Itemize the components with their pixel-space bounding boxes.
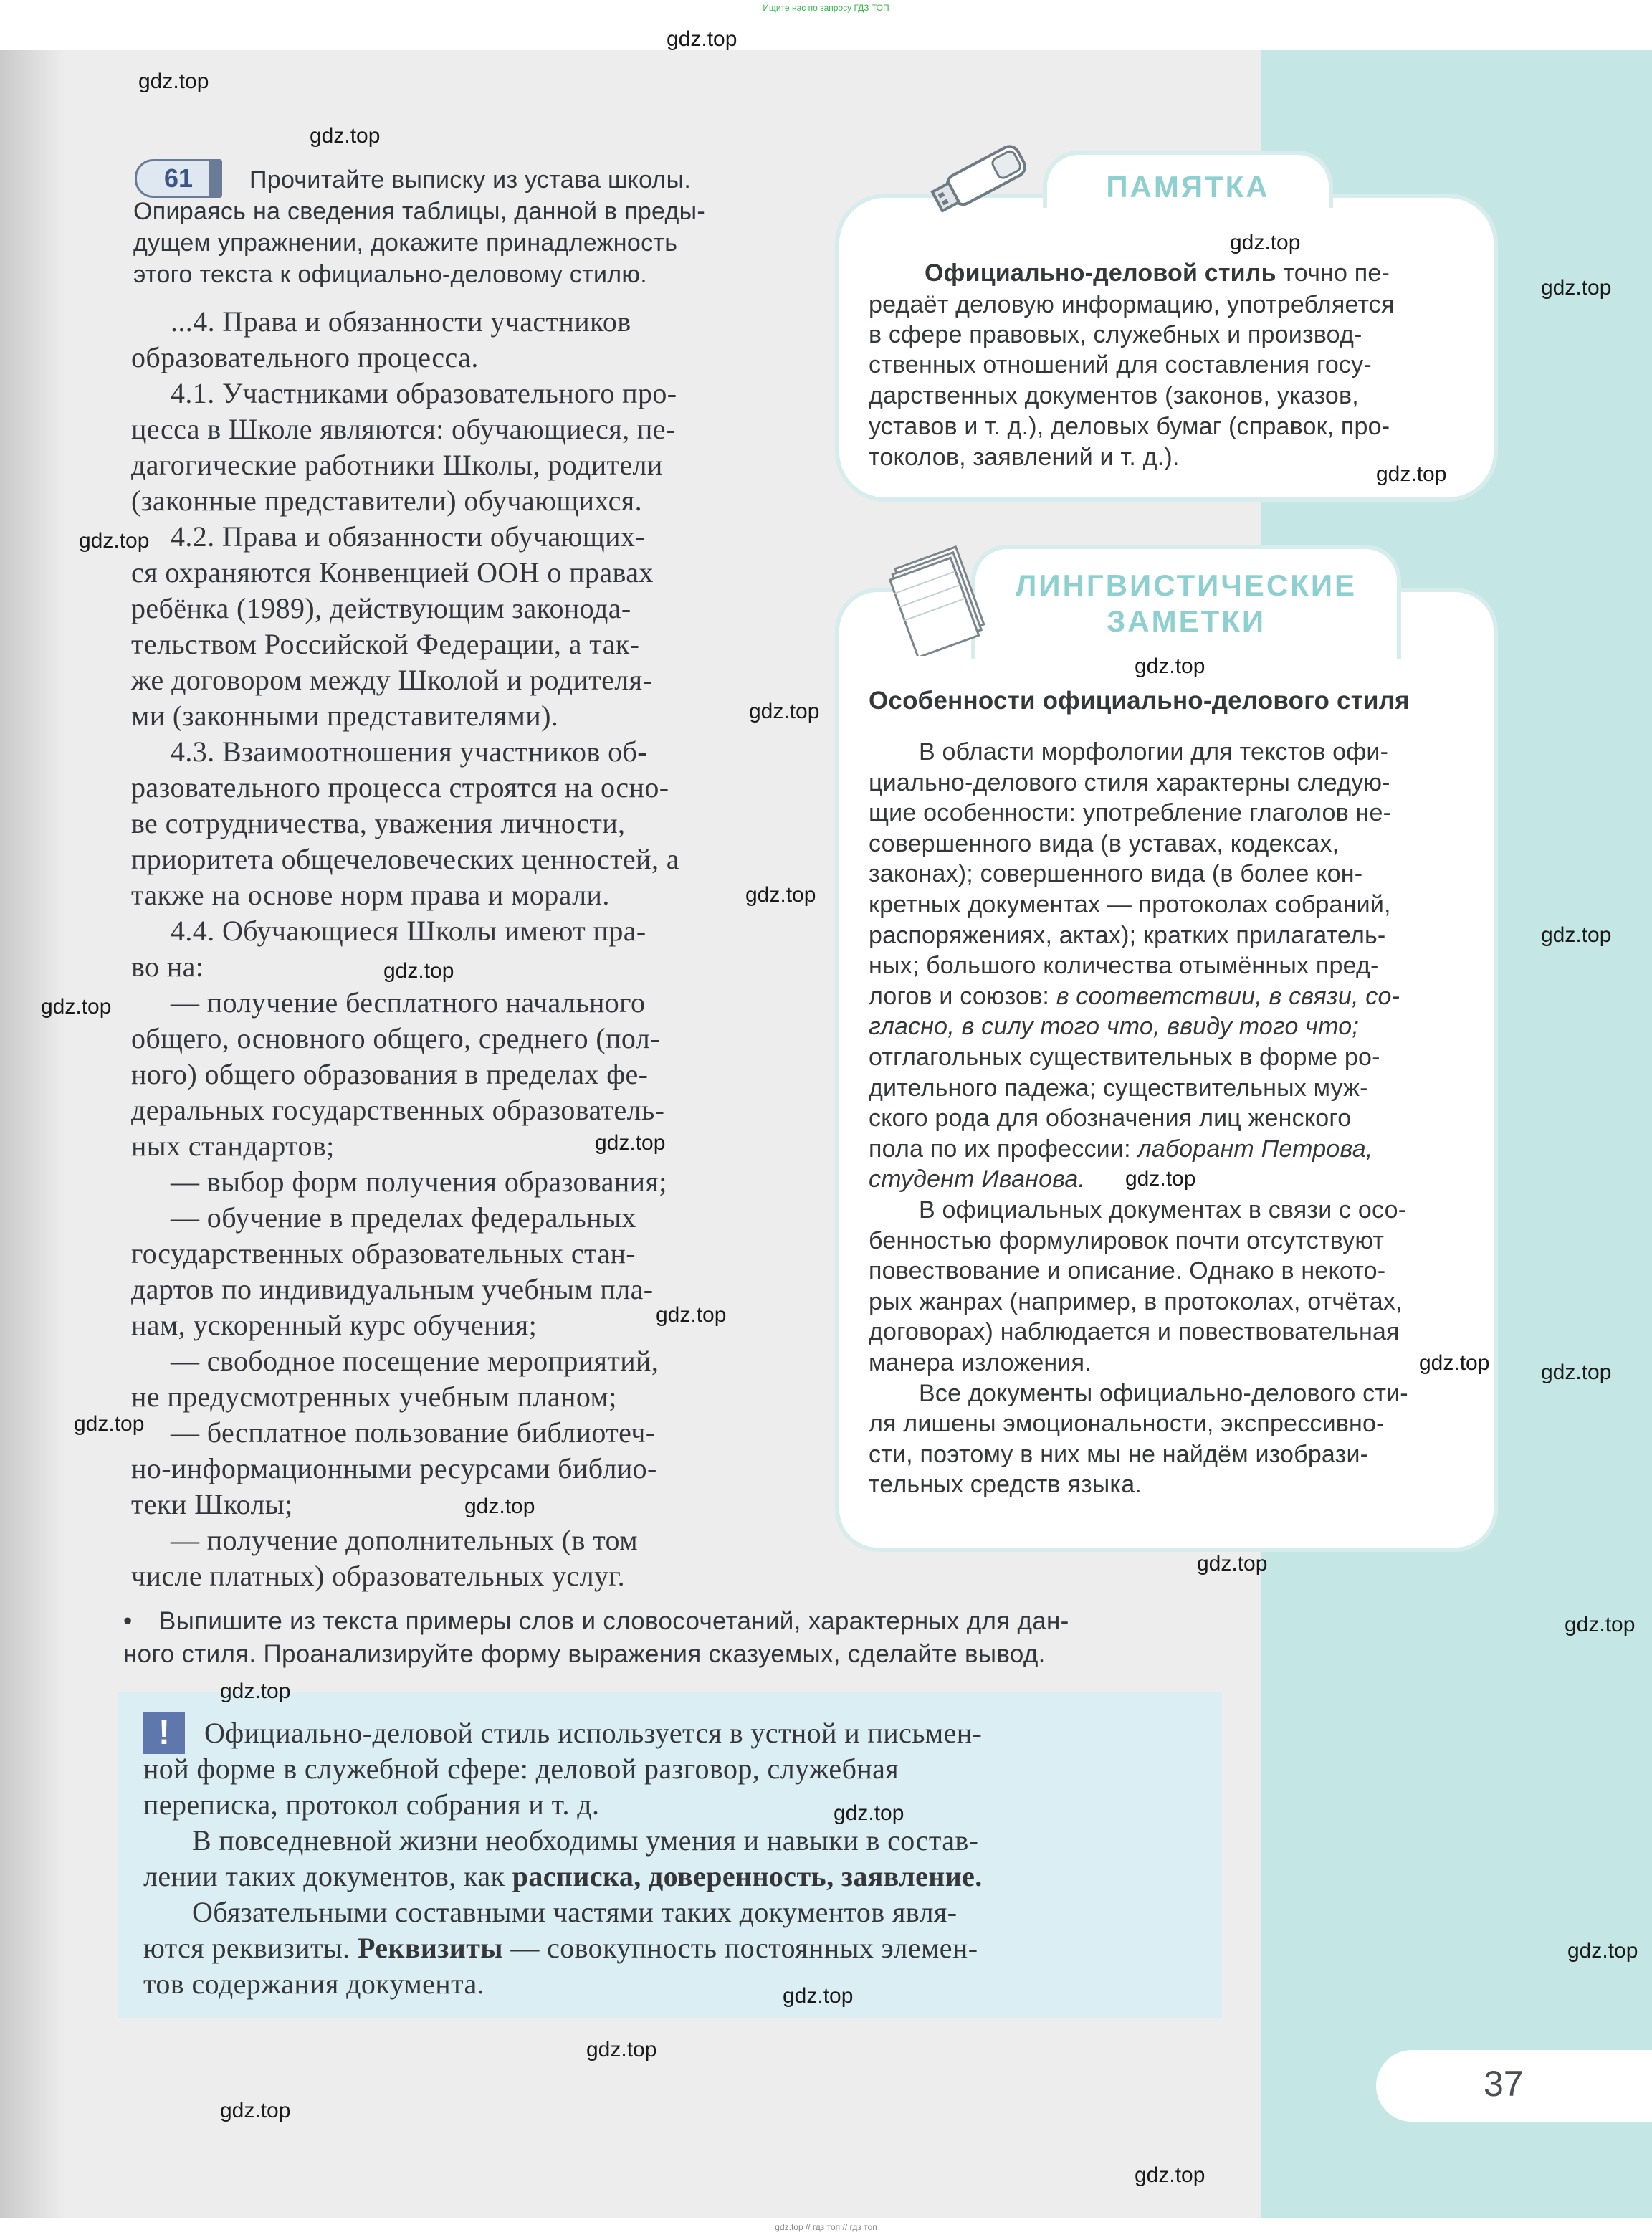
memo-line — [925, 259, 1390, 287]
info-line: ной форме в служебной сфере: деловой разговор, служебная — [143, 1753, 899, 1785]
charter-line: 4.3. Взаимоотношения участников об- — [171, 735, 647, 768]
notes-line: договорах) наблюдается и повествовательная — [869, 1318, 1400, 1345]
notes-line: щие особенности: употребление глаголов не- — [869, 799, 1392, 826]
watermark-text: gdz.top — [1376, 462, 1447, 486]
charter-line: дартов по индивидуальным учебным пла- — [131, 1273, 654, 1305]
notes-line: бенностью формулировок почти отсутствуют — [869, 1227, 1385, 1254]
memo-tab-join — [1043, 208, 1333, 222]
memo-term: Официально-деловой стиль — [925, 259, 1276, 287]
watermark-text: gdz.top — [1565, 1613, 1636, 1636]
exercise-number: 61 — [163, 163, 194, 193]
task-line: Опираясь на сведения таблицы, данной в преды- — [133, 198, 706, 225]
notes-title-line2: ЗАМЕТКИ — [1106, 604, 1266, 638]
notes-line: В области морфологии для текстов офи- — [919, 738, 1389, 766]
memo-line: уставов и т. д.), деловых бумаг (справок, про- — [869, 413, 1390, 440]
important-icon: ! — [143, 1712, 185, 1754]
notes-text: пола по их профессии: — [869, 1135, 1131, 1163]
charter-line: же договором между Школой и родителя- — [131, 664, 653, 696]
charter-line: не предусмотренных учебным планом; — [131, 1381, 617, 1413]
task-line: Прочитайте выписку из устава школы. — [249, 166, 692, 194]
notes-line: В официальных документах в связи с осо- — [919, 1196, 1407, 1224]
info-text: ются реквизиты. — [143, 1932, 350, 1964]
page-number: 37 — [1484, 2064, 1524, 2104]
notes-line: ского рода для обозначения лиц женского — [869, 1105, 1352, 1132]
notes-line: манера изложения. — [869, 1349, 1092, 1376]
notes-line — [869, 983, 1400, 1011]
watermark-text: gdz.top — [667, 27, 737, 51]
watermark-text: gdz.top — [595, 1131, 666, 1155]
charter-line: — выбор форм получения образования; — [171, 1166, 667, 1198]
notes-example: лаборант Петрова, — [1137, 1135, 1373, 1163]
notes-line — [869, 1135, 1372, 1163]
charter-line: деральных государственных образователь- — [131, 1094, 665, 1126]
charter-line: числе платных) образовательных услуг. — [131, 1560, 626, 1592]
charter-line: ве сотрудничества, уважения личности, — [131, 807, 626, 839]
page-gutter-shadow — [0, 50, 65, 2218]
info-line: переписка, протокол собрания и т. д. — [143, 1788, 600, 1821]
charter-line: ных стандартов; — [131, 1130, 335, 1162]
memo-line: в сфере правовых, служебных и производ- — [869, 321, 1362, 348]
info-line: Официально-деловой стиль используется в устной и письмен- — [204, 1717, 983, 1749]
watermark-text: gdz.top — [74, 1412, 145, 1436]
charter-line: общего, основного общего, среднего (пол- — [131, 1022, 660, 1054]
info-bold-term: Реквизиты — [357, 1932, 503, 1964]
watermark-text: gdz.top — [383, 959, 454, 983]
watermark-text: gdz.top — [1135, 654, 1205, 678]
notes-heading: Особенности официально-делового стиля — [869, 687, 1410, 715]
watermark-text: gdz.top — [1419, 1351, 1490, 1375]
bullet-dot: • — [123, 1607, 133, 1635]
info-line — [143, 1931, 978, 1965]
watermark-text: gdz.top — [1125, 1167, 1196, 1191]
watermark-text: gdz.top — [1541, 276, 1612, 300]
info-bold-terms: расписка, доверенность, заявление. — [512, 1860, 983, 1892]
charter-line: — обучение в пределах федеральных — [171, 1201, 636, 1234]
notes-text: логов и союзов: — [869, 983, 1050, 1010]
notes-line: тельных средств языка. — [869, 1471, 1142, 1498]
charter-line: дагогические работники Школы, родители — [131, 449, 663, 481]
notes-line: сти, поэтому в них мы не найдём изобрази- — [869, 1441, 1369, 1468]
notes-line: ных; большого количества отымённых пред- — [869, 952, 1379, 979]
charter-line: образовательного процесса. — [131, 341, 479, 373]
task-line: дущем упражнении, докажите принадлежность — [133, 229, 678, 257]
watermark-text: gdz.top — [656, 1303, 727, 1327]
watermark-text: gdz.top — [79, 529, 150, 553]
charter-line: разовательного процесса строятся на осно- — [131, 771, 669, 804]
watermark-text: gdz.top — [1567, 1939, 1638, 1963]
charter-line: ми (законными представителями). — [131, 700, 559, 732]
watermark-text: gdz.top — [310, 124, 381, 148]
watermark-text: gdz.top — [464, 1495, 535, 1518]
watermark-text: gdz.top — [1230, 231, 1301, 254]
charter-line: государственных образовательных стан- — [131, 1237, 636, 1269]
charter-line: цесса в Школе являются: обучающиеся, пе- — [131, 413, 676, 445]
watermark-text: gdz.top — [220, 2099, 291, 2122]
charter-line: — получение бесплатного начального — [171, 986, 646, 1019]
charter-line: — свободное посещение мероприятий, — [171, 1345, 659, 1377]
notes-title-line1: ЛИНГВИСТИЧЕСКИЕ — [1015, 568, 1357, 602]
memo-title: ПАМЯТКА — [1106, 170, 1270, 204]
notes-line: распоряжениях, актах); кратких прилагатель- — [869, 922, 1386, 949]
notes-line: дительного падежа; существительных муж- — [869, 1074, 1368, 1102]
notes-line: рых жанрах (например, в протоколах, отчётах, — [869, 1288, 1403, 1315]
bullet-task-line: ного стиля. Проанализируйте форму выражения сказуемых, сделайте вывод. — [123, 1640, 1046, 1668]
info-line — [143, 1859, 983, 1893]
watermark-text: gdz.top — [783, 1984, 854, 2008]
top-credit: Ищите нас по запросу ГДЗ ТОП — [763, 3, 889, 13]
notes-line: отглагольных существительных в форме ро- — [869, 1044, 1380, 1071]
memo-line: ственных отношений для составления госу- — [869, 351, 1372, 378]
watermark-text: gdz.top — [1541, 923, 1612, 947]
watermark-text: gdz.top — [1541, 1360, 1612, 1384]
bullet-task-line: Выпишите из текста примеры слов и словосочетаний, характерных для дан- — [159, 1607, 1069, 1635]
watermark-text: gdz.top — [745, 883, 816, 907]
notes-line: циально-делового стиля характерны следую- — [869, 769, 1390, 796]
notes-line: Все документы официально-делового сти- — [919, 1380, 1408, 1407]
watermark-text: gdz.top — [834, 1801, 904, 1825]
charter-line: тельством Российской Федерации, а так- — [131, 628, 640, 660]
info-text: лении таких документов, как — [143, 1860, 505, 1892]
usb-drive-icon — [925, 120, 1046, 228]
notes-example: в соответствии, в связи, со- — [1056, 983, 1400, 1010]
exercise-number-badge — [135, 159, 222, 198]
charter-line: (законные представители) обучающихся. — [131, 485, 642, 517]
charter-line: 4.4. Обучающиеся Школы имеют пра- — [171, 915, 646, 947]
info-line: Обязательными составными частями таких документов явля- — [192, 1896, 958, 1928]
memo-line: токолов, заявлений и т. д.). — [869, 444, 1180, 471]
watermark-text: gdz.top — [586, 2038, 657, 2062]
charter-line: ся охраняются Конвенцией ООН о правах — [131, 556, 654, 588]
memo-line: дарственных документов (законов, указов, — [869, 382, 1359, 409]
notes-line: ля лишены эмоциональности, экспрессивно- — [869, 1410, 1385, 1437]
notes-line: гласно, в силу того что, ввиду того что; — [869, 1013, 1359, 1040]
notebook-icon — [885, 534, 993, 656]
watermark-text: gdz.top — [220, 1679, 291, 1703]
notes-line: кретных документах — протоколах собраний, — [869, 891, 1391, 918]
memo-line: редаёт деловую информацию, употребляется — [869, 291, 1395, 318]
charter-line: теки Школы; — [131, 1488, 293, 1520]
task-line: этого текста к официально-деловому стилю. — [133, 261, 647, 288]
notes-line: студент Иванова. — [869, 1166, 1086, 1193]
charter-line: также на основе норм права и морали. — [131, 879, 610, 911]
watermark-text: gdz.top — [1135, 2163, 1205, 2187]
charter-line: ребёнка (1989), действующим законода- — [131, 592, 631, 624]
info-line: В повседневной жизни необходимы умения и навыки в состав- — [192, 1824, 979, 1857]
notes-line: законах); совершенного вида (в более кон- — [869, 860, 1363, 887]
watermark-text: gdz.top — [1197, 1552, 1268, 1576]
charter-line: но-информационными ресурсами библио- — [131, 1452, 657, 1484]
watermark-text: gdz.top — [138, 70, 209, 93]
charter-line: во на: — [131, 950, 204, 983]
notes-line: повествование и описание. Однако в некото- — [869, 1257, 1386, 1285]
charter-line: ...4. Права и обязанности участников — [171, 305, 631, 338]
watermark-text: gdz.top — [749, 700, 820, 723]
info-text: — совокупность постоянных элемен- — [510, 1932, 978, 1964]
charter-line: ного) общего образования в пределах фе- — [131, 1058, 649, 1090]
notes-line: совершенного вида (в уставах, кодексах, — [869, 830, 1340, 857]
charter-line: 4.2. Права и обязанности обучающих- — [171, 520, 646, 553]
watermark-text: gdz.top — [41, 995, 112, 1019]
charter-line: приоритета общечеловеческих ценностей, а — [131, 843, 679, 875]
memo-line-text: точно пе- — [1283, 259, 1390, 287]
bottom-credit: gdz.top // гдз топ // гдз топ — [775, 2222, 877, 2232]
charter-line: — бесплатное пользование библиотеч- — [171, 1416, 656, 1449]
charter-line: нам, ускоренный курс обучения; — [131, 1309, 538, 1341]
charter-line: 4.1. Участниками образовательного про- — [171, 377, 677, 409]
info-line: тов содержания документа. — [143, 1968, 485, 2000]
charter-line: — получение дополнительных (в том — [171, 1524, 638, 1556]
